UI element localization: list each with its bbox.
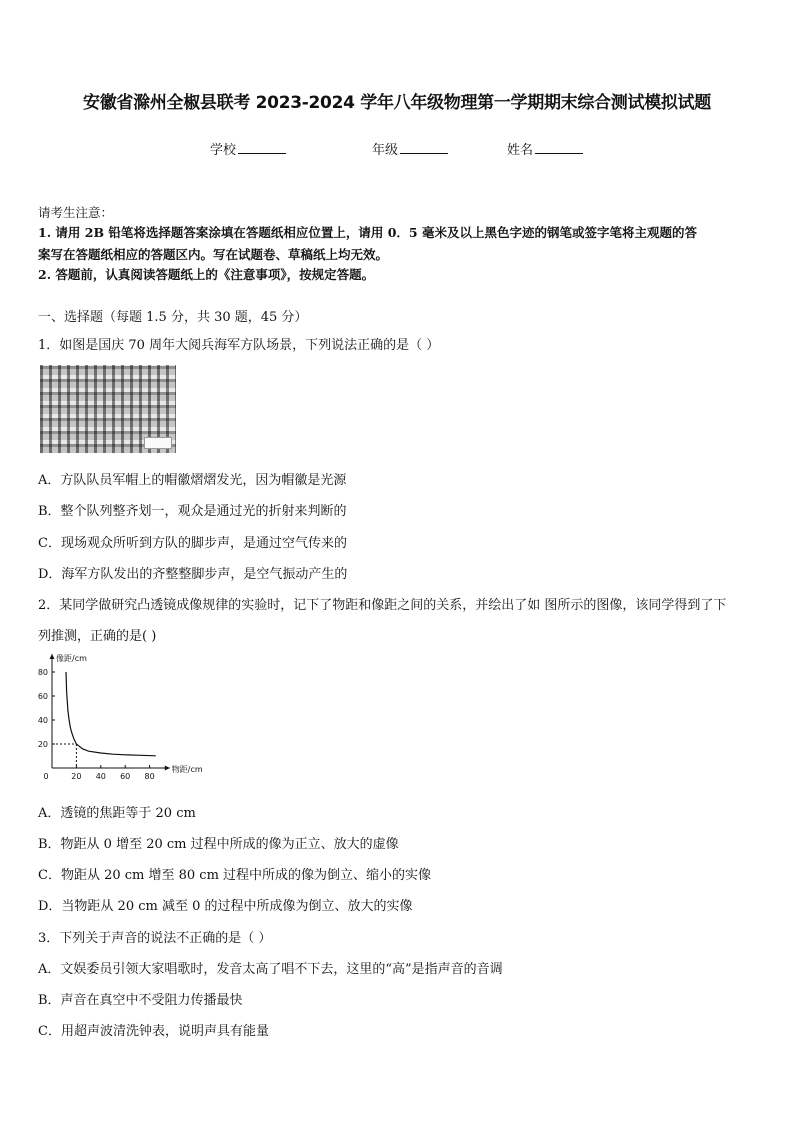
q2-stem-line-2: 列推测，正确的是( ) bbox=[38, 629, 157, 644]
q1-option-a: A．方队队员军帽上的帽徽熠熠发光，因为帽徽是光源 bbox=[38, 473, 347, 488]
notice-line-2: 2. 答题前，认真阅读答题纸上的《注意事项》，按规定答题。 bbox=[38, 267, 375, 282]
q1-option-c: C．现场观众所听到方队的脚步声，是通过空气传来的 bbox=[38, 536, 347, 551]
y-axis-label: 像距/cm bbox=[56, 654, 87, 663]
q3-stem: 3．下列关于声音的说法不正确的是（ ） bbox=[38, 931, 272, 946]
school-label: 学校 bbox=[210, 143, 237, 158]
photo-watermark bbox=[144, 437, 172, 449]
q1-stem: 1．如图是国庆 70 周年大阅兵海军方队场景，下列说法正确的是（ ） bbox=[38, 338, 440, 353]
lens-image-distance-chart bbox=[28, 650, 203, 788]
q2-option-a: A．透镜的焦距等于 20 cm bbox=[38, 806, 196, 821]
q2-option-b: B．物距从 0 增至 20 cm 过程中所成的像为正立、放大的虚像 bbox=[38, 837, 399, 852]
name-field[interactable] bbox=[507, 139, 583, 158]
notice-line-1: 1. 请用 2B 铅笔将选择题答案涂填在答题纸相应位置上，请用 0．5 毫米及以上黑色字迹的钢笔或签字笔将主观题的答 bbox=[38, 225, 697, 240]
y-tick-label-1: 40 bbox=[37, 716, 48, 725]
name-blank[interactable] bbox=[535, 141, 583, 154]
section-title: 一、选择题（每题 1.5 分，共 30 题，45 分） bbox=[38, 310, 308, 325]
y-tick-label-0: 20 bbox=[37, 740, 48, 749]
q3-option-a: A．文娱委员引领大家唱歌时，发音太高了唱不下去，这里的“高”是指声音的音调 bbox=[38, 962, 503, 977]
school-field[interactable] bbox=[210, 139, 286, 158]
q2-option-d: D．当物距从 20 cm 减至 0 的过程中所成像为倒立、放大的实像 bbox=[38, 899, 413, 914]
y-tick-label-2: 60 bbox=[37, 692, 48, 701]
origin-label: 0 bbox=[43, 772, 49, 781]
y-axis-arrow bbox=[50, 654, 55, 659]
x-tick-label-3: 80 bbox=[144, 772, 155, 781]
grade-blank[interactable] bbox=[400, 141, 448, 154]
x-tick-label-1: 40 bbox=[95, 772, 106, 781]
x-tick-label-0: 20 bbox=[71, 772, 82, 781]
q3-option-c: C．用超声波清洗钟表，说明声具有能量 bbox=[38, 1024, 269, 1039]
series-line-0 bbox=[66, 672, 156, 756]
school-blank[interactable] bbox=[238, 141, 286, 154]
x-tick-label-2: 60 bbox=[120, 772, 131, 781]
q1-option-d: D．海军方队发出的齐整整脚步声，是空气振动产生的 bbox=[38, 567, 348, 582]
q3-option-b: B．声音在真空中不受阻力传播最快 bbox=[38, 993, 243, 1008]
q2-option-c: C．物距从 20 cm 增至 80 cm 过程中所成的像为倒立、缩小的实像 bbox=[38, 868, 432, 883]
q1-option-b: B．整个队列整齐划一，观众是通过光的折射来判断的 bbox=[38, 504, 347, 519]
q2-stem-line-1: 2．某同学做研究凸透镜成像规律的实验时，记下了物距和像距之间的关系，并绘出了如 图所示的图像，该同学得到了下 bbox=[38, 598, 727, 613]
notice-line-1b: 案写在答题纸相应的答题区内。写在试题卷、草稿纸上均无效。 bbox=[38, 247, 389, 262]
grade-label: 年级 bbox=[372, 143, 399, 158]
notice-heading: 请考生注意： bbox=[38, 205, 114, 220]
name-label: 姓名 bbox=[507, 143, 534, 158]
y-tick-label-3: 80 bbox=[37, 668, 48, 677]
x-axis-arrow bbox=[165, 766, 170, 771]
x-axis-label: 物距/cm bbox=[171, 765, 203, 774]
page-title: 安徽省滁州全椒县联考 2023-2024 学年八年级物理第一学期期末综合测试模拟试题 bbox=[83, 93, 711, 113]
grade-field[interactable] bbox=[372, 139, 448, 158]
parade-photo bbox=[40, 365, 176, 453]
